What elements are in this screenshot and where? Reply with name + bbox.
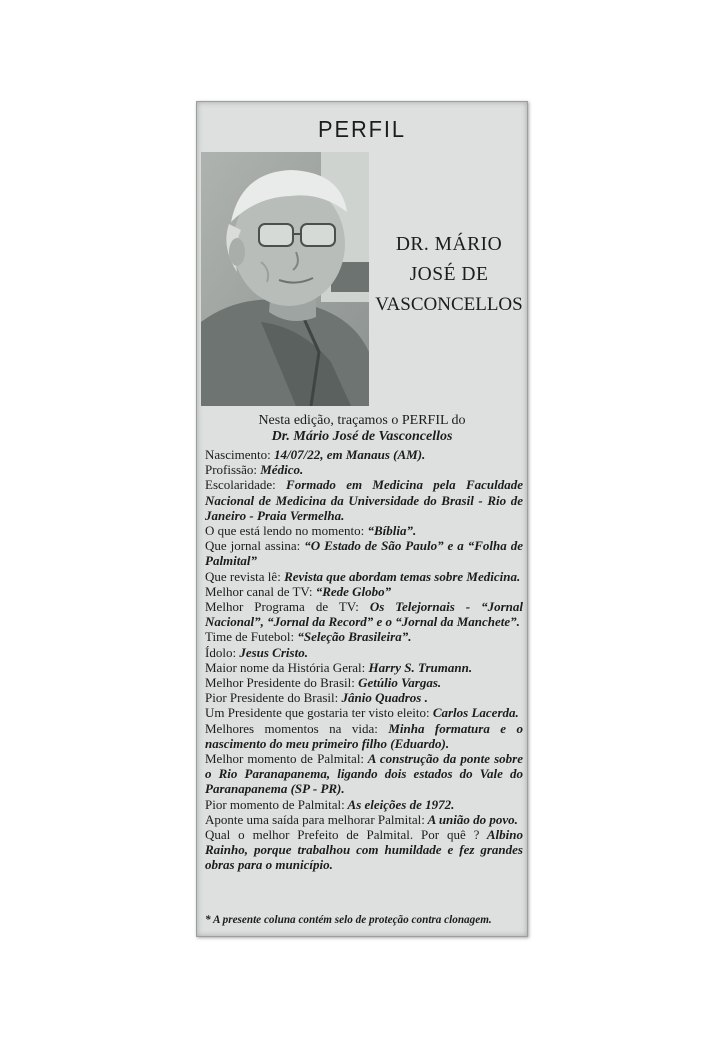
entry-programa-tv	[205, 599, 523, 629]
subject-name	[373, 230, 525, 320]
entry-pior-palmital	[205, 797, 523, 812]
entry-label: Pior momento de Palmital:	[205, 796, 345, 812]
entry-label: Time de Futebol:	[205, 629, 295, 645]
entry-label: Um Presidente que gostaria ter visto eleito:	[205, 705, 430, 721]
entry-jornal	[205, 538, 523, 568]
entry-value: “Bíblia”.	[364, 523, 417, 539]
entry-value: “O Estado de São Paulo” e a “Folha de Palmital”	[205, 538, 523, 569]
entry-value: Minha formatura e o nascimento do meu primeiro filho (Eduardo).	[205, 720, 523, 751]
entry-futebol	[205, 629, 523, 644]
entry-value: Harry S. Trumann.	[365, 659, 473, 675]
entry-saida-palmital	[205, 812, 523, 827]
entry-melhor-presidente	[205, 675, 523, 690]
entry-label: Melhores momentos na vida:	[205, 720, 378, 736]
entry-lendo	[205, 523, 523, 538]
entry-label: O que está lendo no momento:	[205, 523, 365, 539]
entry-momentos-vida	[205, 721, 523, 751]
entry-value: Carlos Lacerda.	[429, 705, 519, 721]
footnote: * A presente coluna contém selo de proteção contra clonagem.	[205, 914, 492, 926]
entry-label: Melhor Programa de TV:	[205, 599, 359, 615]
newspaper-clipping	[196, 101, 528, 937]
entry-label: Melhor canal de TV:	[205, 583, 313, 599]
entry-historia	[205, 660, 523, 675]
entry-label: Nascimento:	[205, 447, 271, 462]
entry-label: Pior Presidente do Brasil:	[205, 690, 339, 706]
entry-value: Jânio Quadros .	[338, 690, 428, 706]
entry-value: Formado em Medicina pela Faculdade Nacional de Medicina da Universidade do Brasil - Rio de Janeiro - Praia Vermelha.	[205, 477, 523, 523]
entry-pior-presidente	[205, 690, 523, 705]
entry-melhor-prefeito	[205, 827, 523, 873]
intro-subject: Dr. Mário José de Vasconcellos	[271, 429, 453, 444]
entry-label: Profissão:	[205, 462, 257, 478]
entry-value: “Seleção Brasileira”.	[294, 629, 412, 645]
entry-value: Os Telejornais - “Jornal Nacional”, “Jornal da Record” e o “Jornal da Manchete”.	[205, 599, 523, 630]
name-line-3: VASCONCELLOS	[375, 294, 523, 315]
entry-escolaridade	[205, 477, 523, 523]
entry-value: A união do povo.	[424, 811, 518, 827]
profile-entries	[205, 447, 523, 873]
section-heading: PERFIL	[318, 116, 406, 142]
entry-label: Melhor Presidente do Brasil:	[205, 675, 355, 691]
entry-value: Albino Rainho, porque trabalhou com humildade e fez grandes obras para o município.	[205, 827, 523, 873]
entry-value: As eleições de 1972.	[344, 796, 455, 812]
entry-label: Qual o melhor Prefeito de Palmital. Por quê ?	[205, 827, 480, 843]
entry-value: Revista que abordam temas sobre Medicina.	[280, 568, 521, 584]
name-line-2: JOSÉ DE	[409, 264, 489, 285]
entry-value: A construção da ponte sobre o Rio Paranapanema, ligando dois estados do Vale do Paranapanema (SP - PR).	[205, 751, 523, 797]
entry-value: Getúlio Vargas.	[354, 675, 442, 691]
intro-paragraph	[205, 413, 519, 445]
entry-label: Ídolo:	[205, 644, 237, 660]
name-line-1: DR. MÁRIO	[395, 234, 503, 255]
entry-label: Aponte uma saída para melhorar Palmital:	[205, 811, 425, 827]
entry-value: Médico.	[257, 462, 304, 478]
entry-label: Escolaridade:	[205, 477, 276, 493]
entry-label: Que revista lê:	[205, 568, 281, 584]
entry-label: Que jornal assina:	[205, 538, 301, 554]
entry-nascimento	[205, 447, 523, 462]
entry-melhor-palmital	[205, 751, 523, 797]
entry-value: 14/07/22, em Manaus (AM).	[270, 447, 426, 462]
entry-value: Jesus Cristo.	[236, 644, 308, 660]
entry-profissao	[205, 462, 523, 477]
entry-label: Melhor momento de Palmital:	[205, 751, 365, 767]
entry-presidente-eleito	[205, 705, 523, 720]
entry-label: Maior nome da História Geral:	[205, 659, 366, 675]
intro-text: Nesta edição, traçamos o PERFIL do	[258, 413, 466, 428]
entry-revista	[205, 569, 523, 584]
entry-idolo	[205, 645, 523, 660]
entry-canal-tv	[205, 584, 523, 599]
portrait-photo	[201, 152, 369, 406]
entry-value: “Rede Globo”	[312, 583, 392, 599]
